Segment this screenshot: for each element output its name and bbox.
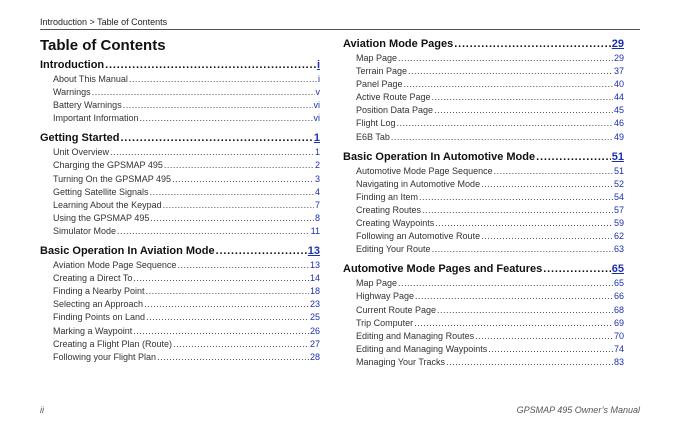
toc-entry-page[interactable]: 7 bbox=[314, 199, 320, 210]
toc-entry-page[interactable]: 49 bbox=[613, 131, 624, 142]
toc-leader bbox=[146, 311, 309, 324]
toc-entry[interactable] bbox=[40, 325, 320, 338]
toc-entry[interactable] bbox=[40, 298, 320, 311]
toc-entry-label: E6B Tab bbox=[356, 131, 390, 142]
toc-entry-page[interactable]: 40 bbox=[613, 79, 624, 90]
toc-entry-label: Map Page bbox=[356, 53, 398, 63]
toc-entry-page[interactable]: 23 bbox=[309, 299, 320, 310]
toc-entry-label: Unit Overview bbox=[53, 147, 110, 158]
toc-entry-label: Learning About the Keypad bbox=[53, 199, 162, 210]
toc-leader bbox=[164, 159, 314, 172]
toc-entry[interactable] bbox=[40, 199, 320, 212]
toc-entry[interactable] bbox=[40, 311, 320, 324]
toc-entry[interactable] bbox=[343, 165, 624, 178]
toc-leader bbox=[543, 261, 610, 277]
toc-entry-label: Flight Log bbox=[356, 118, 396, 129]
toc-entry-page[interactable]: 83 bbox=[613, 356, 624, 367]
footer-page-number: ii bbox=[40, 405, 44, 415]
toc-leader bbox=[172, 173, 314, 186]
toc-entry[interactable] bbox=[40, 73, 320, 86]
toc-leader bbox=[117, 225, 310, 238]
toc-leader bbox=[437, 304, 613, 317]
toc-entry[interactable] bbox=[343, 243, 624, 256]
toc-leader bbox=[475, 330, 613, 343]
toc-section-page[interactable]: 13 bbox=[307, 245, 320, 258]
toc-left-column bbox=[40, 57, 320, 364]
toc-leader bbox=[123, 99, 313, 112]
toc-leader bbox=[173, 338, 309, 351]
toc-leader bbox=[133, 325, 309, 338]
toc-entry-label: Automotive Mode Page Sequence bbox=[356, 165, 493, 176]
toc-right-column bbox=[343, 36, 624, 369]
toc-entry-label: Creating Routes bbox=[356, 204, 422, 215]
toc-entry[interactable] bbox=[343, 277, 624, 290]
toc-entry-label: Simulator Mode bbox=[53, 225, 117, 236]
toc-leader bbox=[150, 212, 314, 225]
toc-entry[interactable] bbox=[343, 131, 624, 144]
toc-leader bbox=[163, 199, 314, 212]
toc-section-entry[interactable] bbox=[343, 149, 624, 165]
toc-section-title: Automotive Mode Pages and Features bbox=[343, 263, 543, 276]
toc-entry-page[interactable]: 1 bbox=[314, 147, 320, 158]
breadcrumb-separator: > bbox=[87, 17, 98, 27]
toc-entry-page[interactable]: 54 bbox=[613, 191, 624, 202]
toc-section-title: Introduction bbox=[40, 59, 105, 71]
toc-entry-label: Selecting an Approach bbox=[53, 299, 144, 310]
toc-leader bbox=[157, 351, 309, 364]
toc-entry-page[interactable]: 26 bbox=[309, 325, 320, 336]
breadcrumb-current: Table of Contents bbox=[97, 17, 168, 27]
toc-leader bbox=[481, 230, 613, 243]
toc-entry-label: Creating a Direct To bbox=[53, 273, 133, 284]
toc-leader bbox=[105, 57, 316, 73]
toc-entry-page[interactable]: 46 bbox=[613, 118, 624, 129]
toc-leader bbox=[488, 343, 613, 356]
toc-entry-label: Map Page bbox=[356, 278, 398, 289]
toc-entry-label: Warnings bbox=[53, 87, 91, 98]
toc-leader bbox=[432, 91, 613, 104]
toc-entry-label: Battery Warnings bbox=[53, 100, 122, 111]
breadcrumb bbox=[40, 17, 167, 27]
toc-entry-page[interactable]: 44 bbox=[613, 92, 624, 103]
toc-entry[interactable] bbox=[40, 159, 320, 172]
toc-leader bbox=[110, 146, 314, 159]
toc-entry-page[interactable]: 28 bbox=[309, 351, 320, 362]
toc-entry-page[interactable]: 65 bbox=[613, 278, 624, 289]
toc-entry[interactable] bbox=[343, 91, 624, 104]
toc-entry[interactable] bbox=[40, 285, 320, 298]
toc-leader bbox=[92, 86, 315, 99]
toc-entry-label: Navigating in Automotive Mode bbox=[356, 178, 481, 189]
toc-leader bbox=[446, 356, 613, 369]
toc-entry[interactable] bbox=[343, 78, 624, 91]
toc-section-page[interactable]: 1 bbox=[313, 132, 320, 145]
toc-entry[interactable] bbox=[40, 99, 320, 112]
toc-entry[interactable] bbox=[343, 217, 624, 230]
toc-entry[interactable] bbox=[343, 304, 624, 317]
toc-section-page[interactable]: 65 bbox=[611, 263, 624, 276]
toc-entry[interactable] bbox=[40, 338, 320, 351]
toc-entry-page[interactable]: 8 bbox=[314, 212, 320, 223]
toc-leader bbox=[397, 117, 613, 130]
toc-entry-page[interactable]: 59 bbox=[613, 218, 624, 229]
toc-entry-page[interactable]: vi bbox=[313, 100, 320, 111]
toc-leader bbox=[419, 191, 613, 204]
toc-leader bbox=[404, 78, 613, 91]
toc-entry-label: Terrain Page bbox=[356, 66, 408, 77]
toc-entry-page[interactable]: 70 bbox=[613, 330, 624, 341]
toc-entry[interactable] bbox=[40, 225, 320, 238]
toc-entry[interactable] bbox=[343, 317, 624, 330]
toc-leader bbox=[398, 277, 613, 290]
toc-leader bbox=[398, 52, 613, 65]
toc-entry-page[interactable]: 25 bbox=[309, 312, 320, 323]
toc-entry-label: Current Route Page bbox=[356, 304, 437, 315]
toc-leader bbox=[415, 290, 613, 303]
toc-leader bbox=[536, 149, 611, 165]
toc-entry[interactable] bbox=[343, 343, 624, 356]
toc-section-entry[interactable] bbox=[40, 130, 320, 146]
toc-entry[interactable] bbox=[40, 351, 320, 364]
toc-entry-label: About This Manual bbox=[53, 74, 128, 84]
page-title: Table of Contents bbox=[40, 37, 166, 54]
toc-entry-page[interactable]: 57 bbox=[613, 204, 624, 215]
toc-entry-label: Trip Computer bbox=[356, 317, 414, 328]
toc-section-page[interactable]: i bbox=[316, 59, 320, 71]
toc-section-entry[interactable] bbox=[40, 243, 320, 259]
toc-section-entry[interactable] bbox=[40, 57, 320, 73]
toc-entry-page[interactable]: v bbox=[315, 87, 320, 98]
toc-leader bbox=[435, 217, 613, 230]
toc-entry-page[interactable]: 14 bbox=[309, 273, 320, 284]
toc-entry[interactable] bbox=[40, 146, 320, 159]
toc-entry-page[interactable]: 27 bbox=[309, 338, 320, 349]
toc-leader bbox=[216, 243, 307, 259]
toc-entry-page[interactable]: 2 bbox=[314, 160, 320, 171]
toc-entry[interactable] bbox=[343, 178, 624, 191]
toc-entry-label: Getting Satellite Signals bbox=[53, 186, 149, 197]
toc-entry-label: Editing and Managing Routes bbox=[356, 330, 475, 341]
toc-entry[interactable] bbox=[40, 272, 320, 285]
toc-entry[interactable] bbox=[343, 330, 624, 343]
toc-entry[interactable] bbox=[343, 204, 624, 217]
toc-entry-label: Following your Flight Plan bbox=[53, 351, 157, 362]
toc-entry-page[interactable]: 74 bbox=[613, 343, 624, 354]
toc-leader bbox=[494, 165, 613, 178]
toc-entry-page[interactable]: 18 bbox=[309, 286, 320, 297]
toc-entry[interactable] bbox=[343, 104, 624, 117]
toc-leader bbox=[140, 112, 313, 125]
toc-entry-page[interactable]: 29 bbox=[613, 53, 624, 63]
toc-entry[interactable] bbox=[40, 186, 320, 199]
toc-entry[interactable] bbox=[343, 356, 624, 369]
toc-entry-page[interactable]: 37 bbox=[613, 66, 624, 77]
toc-leader bbox=[422, 204, 613, 217]
toc-entry-label: Following an Automotive Route bbox=[356, 231, 481, 242]
toc-entry-label: Active Route Page bbox=[356, 92, 431, 103]
toc-leader bbox=[146, 285, 309, 298]
toc-leader bbox=[150, 186, 314, 199]
toc-entry-page[interactable]: vi bbox=[313, 113, 320, 124]
toc-leader bbox=[177, 259, 309, 272]
toc-leader bbox=[129, 73, 317, 86]
toc-section-title: Aviation Mode Pages bbox=[343, 38, 454, 50]
toc-entry-label: Editing Your Route bbox=[356, 244, 431, 255]
toc-entry[interactable] bbox=[343, 52, 624, 65]
toc-entry-page[interactable]: 45 bbox=[613, 105, 624, 116]
toc-entry-page[interactable]: 63 bbox=[613, 244, 624, 255]
toc-entry-page[interactable]: 11 bbox=[310, 225, 320, 236]
toc-section-page[interactable]: 29 bbox=[611, 38, 624, 50]
toc-entry-label: Position Data Page bbox=[356, 105, 434, 116]
toc-section-entry[interactable] bbox=[343, 36, 624, 52]
toc-entry-label: Aviation Mode Page Sequence bbox=[53, 260, 177, 271]
toc-entry-label: Turning On the GPSMAP 495 bbox=[53, 173, 172, 184]
toc-entry-label: Finding Points on Land bbox=[53, 312, 146, 323]
toc-entry-label: Panel Page bbox=[356, 79, 403, 90]
footer-manual-title: GPSMAP 495 Owner’s Manual bbox=[516, 405, 640, 415]
toc-entry[interactable] bbox=[40, 173, 320, 186]
toc-leader bbox=[133, 272, 309, 285]
toc-entry-label: Creating a Flight Plan (Route) bbox=[53, 338, 173, 349]
toc-entry-label: Managing Your Tracks bbox=[356, 356, 446, 367]
toc-entry-page[interactable]: 69 bbox=[613, 317, 624, 328]
toc-entry-label: Creating Waypoints bbox=[356, 218, 435, 229]
toc-entry-label: Finding an Item bbox=[356, 191, 419, 202]
toc-leader bbox=[120, 130, 312, 146]
toc-entry[interactable] bbox=[40, 112, 320, 125]
toc-section-entry[interactable] bbox=[343, 261, 624, 277]
toc-entry[interactable] bbox=[343, 230, 624, 243]
toc-entry-page[interactable]: 4 bbox=[314, 186, 320, 197]
toc-leader bbox=[434, 104, 613, 117]
toc-entry-page[interactable]: 3 bbox=[314, 173, 320, 184]
toc-entry-page[interactable]: 13 bbox=[309, 260, 320, 271]
toc-leader bbox=[454, 36, 611, 52]
breadcrumb-section[interactable]: Introduction bbox=[40, 17, 88, 27]
toc-entry-label: Marking a Waypoint bbox=[53, 325, 133, 336]
toc-entry[interactable] bbox=[40, 259, 320, 272]
toc-entry[interactable] bbox=[40, 212, 320, 225]
toc-entry-label: Finding a Nearby Point bbox=[53, 286, 145, 297]
toc-entry-page[interactable]: 52 bbox=[613, 178, 624, 189]
toc-entry[interactable] bbox=[40, 86, 320, 99]
toc-leader bbox=[408, 65, 613, 78]
toc-leader bbox=[414, 317, 613, 330]
toc-entry-label: Charging the GPSMAP 495 bbox=[53, 160, 163, 171]
toc-leader bbox=[481, 178, 613, 191]
toc-entry-label: Highway Page bbox=[356, 291, 415, 302]
toc-leader bbox=[391, 131, 613, 144]
toc-entry-label: Editing and Managing Waypoints bbox=[356, 343, 488, 354]
toc-entry[interactable] bbox=[343, 117, 624, 130]
toc-leader bbox=[144, 298, 309, 311]
header-divider bbox=[40, 29, 640, 30]
toc-entry[interactable] bbox=[343, 191, 624, 204]
toc-leader bbox=[432, 243, 613, 256]
toc-entry[interactable] bbox=[343, 290, 624, 303]
toc-entry-page[interactable]: 68 bbox=[613, 304, 624, 315]
toc-entry-label: Using the GPSMAP 495 bbox=[53, 212, 150, 223]
toc-section-title: Basic Operation In Automotive Mode bbox=[343, 150, 536, 163]
toc-section-title: Basic Operation In Aviation Mode bbox=[40, 245, 215, 258]
toc-section-title: Getting Started bbox=[40, 132, 120, 145]
toc-entry-page[interactable]: i bbox=[318, 74, 320, 84]
toc-entry-page[interactable]: 62 bbox=[613, 231, 624, 242]
toc-entry-page[interactable]: 66 bbox=[613, 291, 624, 302]
toc-entry[interactable] bbox=[343, 65, 624, 78]
toc-entry-label: Important Information bbox=[53, 113, 139, 124]
toc-entry-page[interactable]: 51 bbox=[613, 165, 624, 176]
toc-section-page[interactable]: 51 bbox=[611, 150, 624, 163]
